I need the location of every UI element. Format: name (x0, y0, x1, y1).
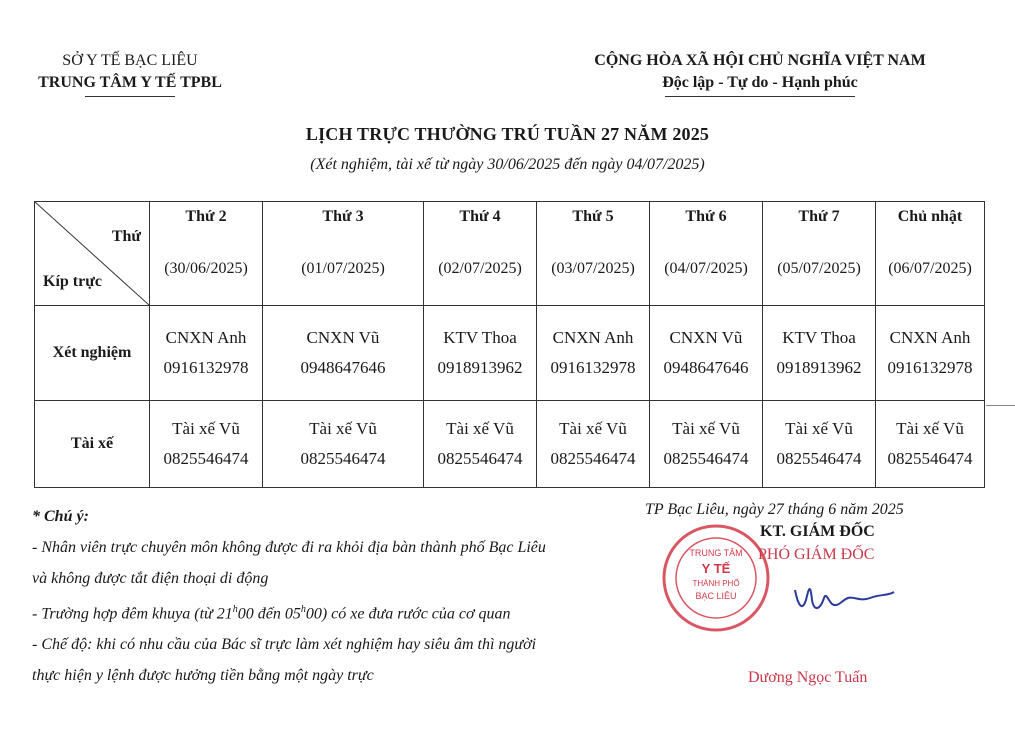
note-line: - Chế độ: khi có nhu cầu của Bác sĩ trực làm xét nghiệm hay siêu âm thì người (32, 636, 537, 654)
staff-phone: 0825546474 (300, 449, 386, 468)
staff-phone: 0825546474 (663, 449, 749, 468)
page-subtitle: (Xét nghiệm, tài xế từ ngày 30/06/2025 đến ngày 04/07/2025) (310, 156, 705, 173)
staff-phone: 0825546474 (163, 449, 249, 468)
signer-name: Dương Ngọc Tuấn (748, 669, 868, 686)
note-line: - Nhân viên trực chuyên môn không được đi ra khỏi địa bàn thành phố Bạc Liêu (32, 539, 546, 556)
page-title: LỊCH TRỰC THƯỜNG TRÚ TUẦN 27 NĂM 2025 (305, 124, 710, 144)
staff-name: KTV Thoa (443, 328, 517, 347)
day-name: Thứ 7 (798, 207, 840, 225)
corner-shift-label: Kíp trực (43, 273, 102, 290)
staff-name: CNXN Anh (552, 328, 634, 347)
notes-block (32, 501, 632, 691)
day-name: Thứ 6 (685, 207, 727, 225)
staff-name: CNXN Anh (889, 328, 971, 347)
schedule-cell (424, 401, 537, 488)
handwritten-signature (790, 570, 900, 620)
signer-role: KT. GIÁM ĐỐC (760, 523, 875, 540)
staff-name: KTV Thoa (782, 328, 856, 347)
schedule-cell (876, 401, 985, 488)
note-text: - Trường hợp đêm khuya (từ 21 (32, 605, 233, 623)
staff-name: Tài xế Vũ (446, 419, 514, 438)
motto-underline (665, 96, 855, 97)
staff-name: Tài xế Vũ (672, 419, 740, 438)
staff-phone: 0916132978 (163, 358, 249, 377)
schedule-cell (876, 306, 985, 401)
day-header (763, 202, 876, 306)
table-row (35, 401, 985, 488)
nation-name: CỘNG HÒA XÃ HỘI CHỦ NGHĨA VIỆT NAM (594, 52, 926, 69)
day-name: Thứ 3 (322, 207, 364, 225)
corner-cell (35, 202, 150, 306)
day-date: (03/07/2025) (551, 259, 635, 277)
day-name: Thứ 4 (459, 207, 501, 225)
org-parent: SỞ Y TẾ BẠC LIÊU (62, 52, 198, 69)
notes-heading: * Chú ý: (32, 508, 89, 525)
note-text: 00) có xe đưa rước của cơ quan (305, 605, 511, 623)
day-date: (04/07/2025) (664, 259, 748, 277)
schedule-cell (150, 401, 263, 488)
day-date: (01/07/2025) (301, 259, 385, 277)
day-header (537, 202, 650, 306)
corner-day-label: Thứ (111, 228, 141, 245)
schedule-cell (763, 306, 876, 401)
staff-name: CNXN Vũ (669, 328, 743, 347)
org-underline (85, 96, 175, 97)
staff-name: CNXN Vũ (306, 328, 380, 347)
row-label: Tài xế (35, 401, 150, 488)
staff-phone: 0918913962 (437, 358, 523, 377)
staff-name: Tài xế Vũ (559, 419, 627, 438)
day-header (263, 202, 424, 306)
svg-text:Y TẾ: Y TẾ (701, 561, 731, 576)
note-line (32, 594, 632, 629)
staff-phone: 0825546474 (776, 449, 862, 468)
svg-text:TRUNG TÂM: TRUNG TÂM (689, 548, 743, 558)
schedule-cell (537, 401, 650, 488)
staff-phone: 0825546474 (887, 449, 973, 468)
note-text: 00 đến 05 (237, 605, 301, 623)
place-date: TP Bạc Liêu, ngày 27 tháng 6 năm 2025 (645, 501, 904, 518)
staff-name: Tài xế Vũ (309, 419, 377, 438)
staff-phone: 0825546474 (550, 449, 636, 468)
day-header (650, 202, 763, 306)
day-header (424, 202, 537, 306)
staff-phone: 0916132978 (550, 358, 636, 377)
note-sup: h (232, 604, 238, 615)
day-header (150, 202, 263, 306)
staff-phone: 0948647646 (663, 358, 749, 377)
header-row (35, 202, 985, 306)
margin-mark (986, 405, 1015, 406)
motto: Độc lập - Tự do - Hạnh phúc (662, 74, 858, 91)
staff-phone: 0825546474 (437, 449, 523, 468)
staff-name: Tài xế Vũ (172, 419, 240, 438)
svg-text:THÀNH PHỐ: THÀNH PHỐ (692, 579, 740, 588)
staff-phone: 0916132978 (887, 358, 973, 377)
staff-name: CNXN Anh (165, 328, 247, 347)
day-date: (02/07/2025) (438, 259, 522, 277)
staff-phone: 0918913962 (776, 358, 862, 377)
staff-name: Tài xế Vũ (896, 419, 964, 438)
note-sup: h (300, 604, 306, 615)
schedule-cell (650, 306, 763, 401)
day-name: Thứ 2 (185, 207, 227, 225)
staff-phone: 0948647646 (300, 358, 386, 377)
day-name: Chủ nhật (897, 207, 963, 225)
org-name: TRUNG TÂM Y TẾ TPBL (38, 74, 222, 91)
day-date: (06/07/2025) (888, 259, 972, 277)
note-line: và không được tắt điện thoại di động (32, 570, 269, 587)
table-row (35, 306, 985, 401)
day-date: (05/07/2025) (777, 259, 861, 277)
nation-header (555, 50, 965, 97)
day-header (876, 202, 985, 306)
svg-text:BẠC LIÊU: BẠC LIÊU (695, 591, 737, 601)
schedule-cell (263, 401, 424, 488)
signer-role-deputy: PHÓ GIÁM ĐỐC (758, 546, 875, 563)
day-name: Thứ 5 (572, 207, 614, 225)
row-label: Xét nghiệm (35, 306, 150, 401)
schedule-cell (537, 306, 650, 401)
staff-name: Tài xế Vũ (785, 419, 853, 438)
note-line: thực hiện y lệnh được hưởng tiền bằng một ngày trực (32, 667, 374, 685)
schedule-cell (150, 306, 263, 401)
day-date: (30/06/2025) (164, 259, 248, 277)
schedule-cell (424, 306, 537, 401)
schedule-cell (263, 306, 424, 401)
org-header (20, 50, 240, 97)
schedule-table (34, 201, 985, 488)
schedule-cell (650, 401, 763, 488)
schedule-cell (763, 401, 876, 488)
